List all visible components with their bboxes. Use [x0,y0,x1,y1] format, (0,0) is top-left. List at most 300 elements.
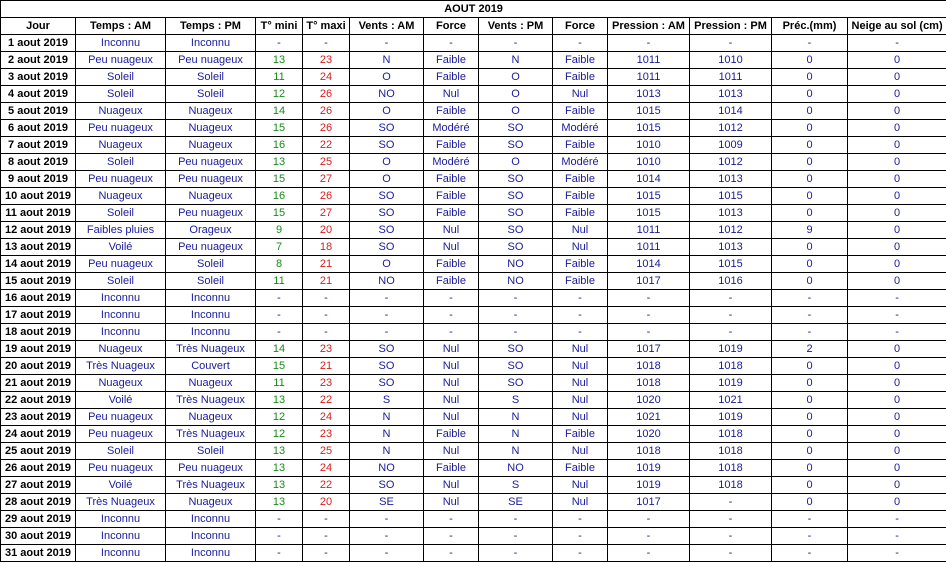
day-cell: 23 aout 2019 [1,409,76,426]
snow-cell: 0 [848,222,946,239]
header-temps-pm: Temps : PM [166,18,256,35]
day-cell: 21 aout 2019 [1,375,76,392]
wind-force-pm-cell: Faible [553,426,608,443]
precipitation-cell: 0 [772,86,848,103]
wind-am-cell: - [350,307,424,324]
weather-am-cell: Peu nuageux [76,409,166,426]
wind-force-am-cell: Nul [424,443,479,460]
table-row [1,341,946,358]
weather-am-cell: Très Nuageux [76,358,166,375]
wind-am-cell: N [350,426,424,443]
table-row [1,239,946,256]
wind-am-cell: SO [350,239,424,256]
table-row [1,256,946,273]
temp-max-cell: 26 [303,188,350,205]
pressure-pm-cell: 1011 [690,69,772,86]
wind-force-pm-cell: Faible [553,69,608,86]
day-cell: 11 aout 2019 [1,205,76,222]
snow-cell: - [848,545,946,562]
pressure-pm-cell: 1019 [690,375,772,392]
weather-pm-cell: Très Nuageux [166,392,256,409]
table-row [1,358,946,375]
weather-pm-cell: Nuageux [166,494,256,511]
temp-max-cell: 23 [303,52,350,69]
wind-pm-cell: - [479,324,553,341]
table-row [1,460,946,477]
temp-min-cell: 11 [256,69,303,86]
weather-pm-cell: Soleil [166,86,256,103]
day-cell: 22 aout 2019 [1,392,76,409]
weather-pm-cell: Inconnu [166,35,256,52]
wind-pm-cell: - [479,528,553,545]
wind-am-cell: NO [350,460,424,477]
temp-min-cell: 14 [256,341,303,358]
precipitation-cell: 0 [772,188,848,205]
wind-pm-cell: - [479,307,553,324]
title-row [1,1,946,18]
weather-pm-cell: Inconnu [166,290,256,307]
pressure-am-cell: 1015 [608,103,690,120]
header-pression-am: Pression : AM [608,18,690,35]
table-row [1,171,946,188]
precipitation-cell: 0 [772,154,848,171]
temp-max-cell: 26 [303,120,350,137]
temp-min-cell: 8 [256,256,303,273]
pressure-pm-cell: 1014 [690,103,772,120]
weather-pm-cell: Très Nuageux [166,477,256,494]
pressure-pm-cell: 1009 [690,137,772,154]
wind-force-am-cell: - [424,307,479,324]
snow-cell: 0 [848,358,946,375]
header-vents-pm: Vents : PM [479,18,553,35]
day-cell: 25 aout 2019 [1,443,76,460]
pressure-pm-cell: 1018 [690,426,772,443]
wind-am-cell: O [350,69,424,86]
wind-pm-cell: N [479,52,553,69]
weather-am-cell: Faibles pluies [76,222,166,239]
wind-pm-cell: - [479,511,553,528]
weather-am-cell: Voilé [76,477,166,494]
temp-max-cell: 18 [303,239,350,256]
wind-force-pm-cell: - [553,528,608,545]
pressure-pm-cell: 1012 [690,120,772,137]
snow-cell: 0 [848,409,946,426]
weather-am-cell: Inconnu [76,528,166,545]
pressure-pm-cell: - [690,35,772,52]
wind-force-pm-cell: Faible [553,52,608,69]
temp-max-cell: 24 [303,460,350,477]
pressure-pm-cell: 1018 [690,358,772,375]
precipitation-cell: 0 [772,103,848,120]
temp-max-cell: - [303,307,350,324]
day-cell: 20 aout 2019 [1,358,76,375]
temp-max-cell: 26 [303,86,350,103]
weather-pm-cell: Inconnu [166,511,256,528]
temp-max-cell: 22 [303,137,350,154]
pressure-am-cell: 1020 [608,392,690,409]
precipitation-cell: 0 [772,52,848,69]
precipitation-cell: 0 [772,137,848,154]
wind-force-pm-cell: Nul [553,239,608,256]
wind-force-pm-cell: Faible [553,205,608,222]
snow-cell: - [848,511,946,528]
table-row [1,409,946,426]
temp-max-cell: 21 [303,358,350,375]
temp-max-cell: - [303,528,350,545]
pressure-am-cell: 1017 [608,273,690,290]
wind-am-cell: N [350,443,424,460]
wind-force-pm-cell: Nul [553,375,608,392]
day-cell: 1 aout 2019 [1,35,76,52]
temp-min-cell: 15 [256,358,303,375]
day-cell: 13 aout 2019 [1,239,76,256]
wind-am-cell: N [350,52,424,69]
pressure-am-cell: 1020 [608,426,690,443]
wind-am-cell: SO [350,188,424,205]
wind-pm-cell: - [479,545,553,562]
table-row [1,494,946,511]
day-cell: 19 aout 2019 [1,341,76,358]
table-row [1,392,946,409]
table-row [1,103,946,120]
wind-force-pm-cell: Nul [553,409,608,426]
table-row [1,69,946,86]
wind-pm-cell: N [479,426,553,443]
precipitation-cell: - [772,35,848,52]
weather-am-cell: Peu nuageux [76,460,166,477]
snow-cell: 0 [848,239,946,256]
wind-force-pm-cell: Faible [553,256,608,273]
wind-force-am-cell: Faible [424,273,479,290]
temp-min-cell: 12 [256,409,303,426]
weather-am-cell: Peu nuageux [76,426,166,443]
temp-max-cell: 22 [303,392,350,409]
table-row [1,188,946,205]
wind-am-cell: SO [350,137,424,154]
temp-max-cell: - [303,545,350,562]
wind-am-cell: SO [350,477,424,494]
snow-cell: 0 [848,392,946,409]
wind-am-cell: SO [350,341,424,358]
temp-max-cell: - [303,324,350,341]
table-row [1,307,946,324]
wind-am-cell: O [350,103,424,120]
pressure-am-cell: - [608,307,690,324]
temp-min-cell: 13 [256,392,303,409]
snow-cell: 0 [848,426,946,443]
temp-max-cell: 25 [303,443,350,460]
pressure-am-cell: 1015 [608,188,690,205]
weather-pm-cell: Inconnu [166,307,256,324]
precipitation-cell: 0 [772,256,848,273]
temp-min-cell: - [256,307,303,324]
pressure-pm-cell: 1013 [690,239,772,256]
day-cell: 6 aout 2019 [1,120,76,137]
weather-am-cell: Peu nuageux [76,171,166,188]
precipitation-cell: 0 [772,460,848,477]
weather-pm-cell: Nuageux [166,103,256,120]
table-row [1,477,946,494]
wind-force-pm-cell: - [553,511,608,528]
temp-min-cell: - [256,528,303,545]
table-body [1,35,946,562]
weather-am-cell: Peu nuageux [76,256,166,273]
pressure-am-cell: 1011 [608,222,690,239]
wind-force-am-cell: Faible [424,426,479,443]
day-cell: 12 aout 2019 [1,222,76,239]
pressure-am-cell: - [608,528,690,545]
weather-am-cell: Inconnu [76,35,166,52]
table-row [1,137,946,154]
precipitation-cell: - [772,528,848,545]
precipitation-cell: - [772,307,848,324]
temp-min-cell: 11 [256,375,303,392]
precipitation-cell: 0 [772,120,848,137]
table-row [1,154,946,171]
wind-am-cell: SE [350,494,424,511]
precipitation-cell: 0 [772,477,848,494]
pressure-pm-cell: - [690,290,772,307]
temp-min-cell: 9 [256,222,303,239]
temp-min-cell: 16 [256,188,303,205]
snow-cell: 0 [848,154,946,171]
wind-pm-cell: O [479,154,553,171]
temp-min-cell: - [256,290,303,307]
wind-pm-cell: O [479,86,553,103]
pressure-am-cell: - [608,324,690,341]
table-row [1,324,946,341]
weather-am-cell: Voilé [76,239,166,256]
snow-cell: 0 [848,443,946,460]
precipitation-cell: 0 [772,375,848,392]
wind-am-cell: O [350,256,424,273]
day-cell: 18 aout 2019 [1,324,76,341]
wind-force-am-cell: Nul [424,494,479,511]
precipitation-cell: 0 [772,358,848,375]
temp-max-cell: 22 [303,477,350,494]
weather-pm-cell: Orageux [166,222,256,239]
temp-max-cell: - [303,35,350,52]
wind-force-am-cell: Faible [424,69,479,86]
snow-cell: - [848,307,946,324]
wind-pm-cell: SO [479,222,553,239]
wind-force-am-cell: Faible [424,103,479,120]
table-row [1,511,946,528]
wind-am-cell: SO [350,120,424,137]
temp-max-cell: 21 [303,273,350,290]
precipitation-cell: 0 [772,409,848,426]
wind-force-am-cell: Nul [424,341,479,358]
header-row [1,18,946,35]
day-cell: 17 aout 2019 [1,307,76,324]
precipitation-cell: - [772,511,848,528]
snow-cell: 0 [848,103,946,120]
wind-pm-cell: S [479,392,553,409]
pressure-am-cell: 1011 [608,69,690,86]
snow-cell: 0 [848,86,946,103]
wind-force-pm-cell: Faible [553,188,608,205]
pressure-am-cell: 1018 [608,443,690,460]
header-neige: Neige au sol (cm) [848,18,946,35]
header-precipitation: Préc.(mm) [772,18,848,35]
snow-cell: 0 [848,205,946,222]
wind-pm-cell: N [479,409,553,426]
weather-pm-cell: Nuageux [166,409,256,426]
weather-pm-cell: Inconnu [166,528,256,545]
temp-min-cell: 14 [256,103,303,120]
wind-force-am-cell: - [424,290,479,307]
wind-am-cell: SO [350,358,424,375]
table-row [1,273,946,290]
weather-am-cell: Inconnu [76,545,166,562]
wind-pm-cell: SO [479,120,553,137]
wind-am-cell: N [350,409,424,426]
header-force-pm: Force [553,18,608,35]
weather-am-cell: Inconnu [76,511,166,528]
snow-cell: 0 [848,120,946,137]
pressure-pm-cell: 1012 [690,154,772,171]
pressure-pm-cell: 1019 [690,341,772,358]
table-row [1,528,946,545]
day-cell: 24 aout 2019 [1,426,76,443]
pressure-pm-cell: - [690,494,772,511]
wind-force-am-cell: Nul [424,409,479,426]
day-cell: 9 aout 2019 [1,171,76,188]
wind-am-cell: SO [350,222,424,239]
precipitation-cell: - [772,324,848,341]
pressure-am-cell: - [608,290,690,307]
weather-am-cell: Peu nuageux [76,52,166,69]
table-row [1,205,946,222]
weather-am-cell: Inconnu [76,307,166,324]
precipitation-cell: 2 [772,341,848,358]
wind-force-am-cell: - [424,528,479,545]
precipitation-cell: 0 [772,171,848,188]
snow-cell: 0 [848,188,946,205]
header-vents-am: Vents : AM [350,18,424,35]
snow-cell: - [848,324,946,341]
wind-force-pm-cell: - [553,290,608,307]
wind-pm-cell: SO [479,188,553,205]
temp-min-cell: 13 [256,52,303,69]
wind-pm-cell: SO [479,137,553,154]
wind-am-cell: - [350,545,424,562]
pressure-pm-cell: 1010 [690,52,772,69]
wind-am-cell: O [350,154,424,171]
wind-force-am-cell: Modéré [424,120,479,137]
pressure-am-cell: 1014 [608,171,690,188]
pressure-pm-cell: - [690,307,772,324]
temp-max-cell: 23 [303,426,350,443]
wind-am-cell: NO [350,273,424,290]
snow-cell: 0 [848,171,946,188]
precipitation-cell: - [772,290,848,307]
wind-pm-cell: S [479,477,553,494]
snow-cell: 0 [848,69,946,86]
table-title: AOUT 2019 [1,1,946,18]
temp-max-cell: 26 [303,103,350,120]
table-row [1,443,946,460]
weather-am-cell: Nuageux [76,341,166,358]
temp-min-cell: 12 [256,426,303,443]
wind-pm-cell: O [479,69,553,86]
pressure-am-cell: 1019 [608,460,690,477]
weather-pm-cell: Soleil [166,256,256,273]
snow-cell: 0 [848,341,946,358]
day-cell: 4 aout 2019 [1,86,76,103]
pressure-pm-cell: - [690,324,772,341]
pressure-am-cell: 1011 [608,239,690,256]
pressure-pm-cell: 1015 [690,188,772,205]
wind-am-cell: - [350,511,424,528]
temp-min-cell: 15 [256,120,303,137]
pressure-am-cell: 1010 [608,137,690,154]
temp-min-cell: 13 [256,460,303,477]
wind-force-am-cell: Modéré [424,154,479,171]
temp-min-cell: 15 [256,205,303,222]
table-row [1,120,946,137]
precipitation-cell: 0 [772,392,848,409]
temp-min-cell: - [256,511,303,528]
wind-pm-cell: - [479,35,553,52]
wind-force-am-cell: Nul [424,375,479,392]
pressure-pm-cell: 1013 [690,86,772,103]
temp-max-cell: 27 [303,171,350,188]
day-cell: 14 aout 2019 [1,256,76,273]
wind-force-pm-cell: - [553,35,608,52]
precipitation-cell: 0 [772,494,848,511]
snow-cell: - [848,290,946,307]
pressure-pm-cell: 1018 [690,443,772,460]
wind-force-pm-cell: Faible [553,171,608,188]
weather-pm-cell: Très Nuageux [166,426,256,443]
weather-pm-cell: Peu nuageux [166,52,256,69]
weather-am-cell: Soleil [76,443,166,460]
table-row [1,375,946,392]
weather-pm-cell: Peu nuageux [166,460,256,477]
pressure-pm-cell: - [690,511,772,528]
day-cell: 27 aout 2019 [1,477,76,494]
weather-am-cell: Peu nuageux [76,120,166,137]
weather-am-cell: Très Nuageux [76,494,166,511]
precipitation-cell: 0 [772,273,848,290]
day-cell: 28 aout 2019 [1,494,76,511]
weather-pm-cell: Très Nuageux [166,341,256,358]
temp-max-cell: 20 [303,222,350,239]
pressure-am-cell: 1010 [608,154,690,171]
pressure-pm-cell: 1018 [690,460,772,477]
temp-min-cell: 16 [256,137,303,154]
temp-min-cell: 11 [256,273,303,290]
weather-am-cell: Soleil [76,205,166,222]
precipitation-cell: - [772,545,848,562]
wind-force-am-cell: Nul [424,239,479,256]
wind-force-am-cell: Nul [424,222,479,239]
snow-cell: 0 [848,273,946,290]
wind-force-am-cell: Faible [424,137,479,154]
weather-am-cell: Soleil [76,69,166,86]
temp-min-cell: 12 [256,86,303,103]
weather-pm-cell: Peu nuageux [166,205,256,222]
weather-am-cell: Voilé [76,392,166,409]
weather-am-cell: Soleil [76,86,166,103]
temp-min-cell: 15 [256,171,303,188]
wind-force-am-cell: Nul [424,477,479,494]
day-cell: 29 aout 2019 [1,511,76,528]
pressure-pm-cell: 1012 [690,222,772,239]
day-cell: 26 aout 2019 [1,460,76,477]
pressure-am-cell: 1021 [608,409,690,426]
